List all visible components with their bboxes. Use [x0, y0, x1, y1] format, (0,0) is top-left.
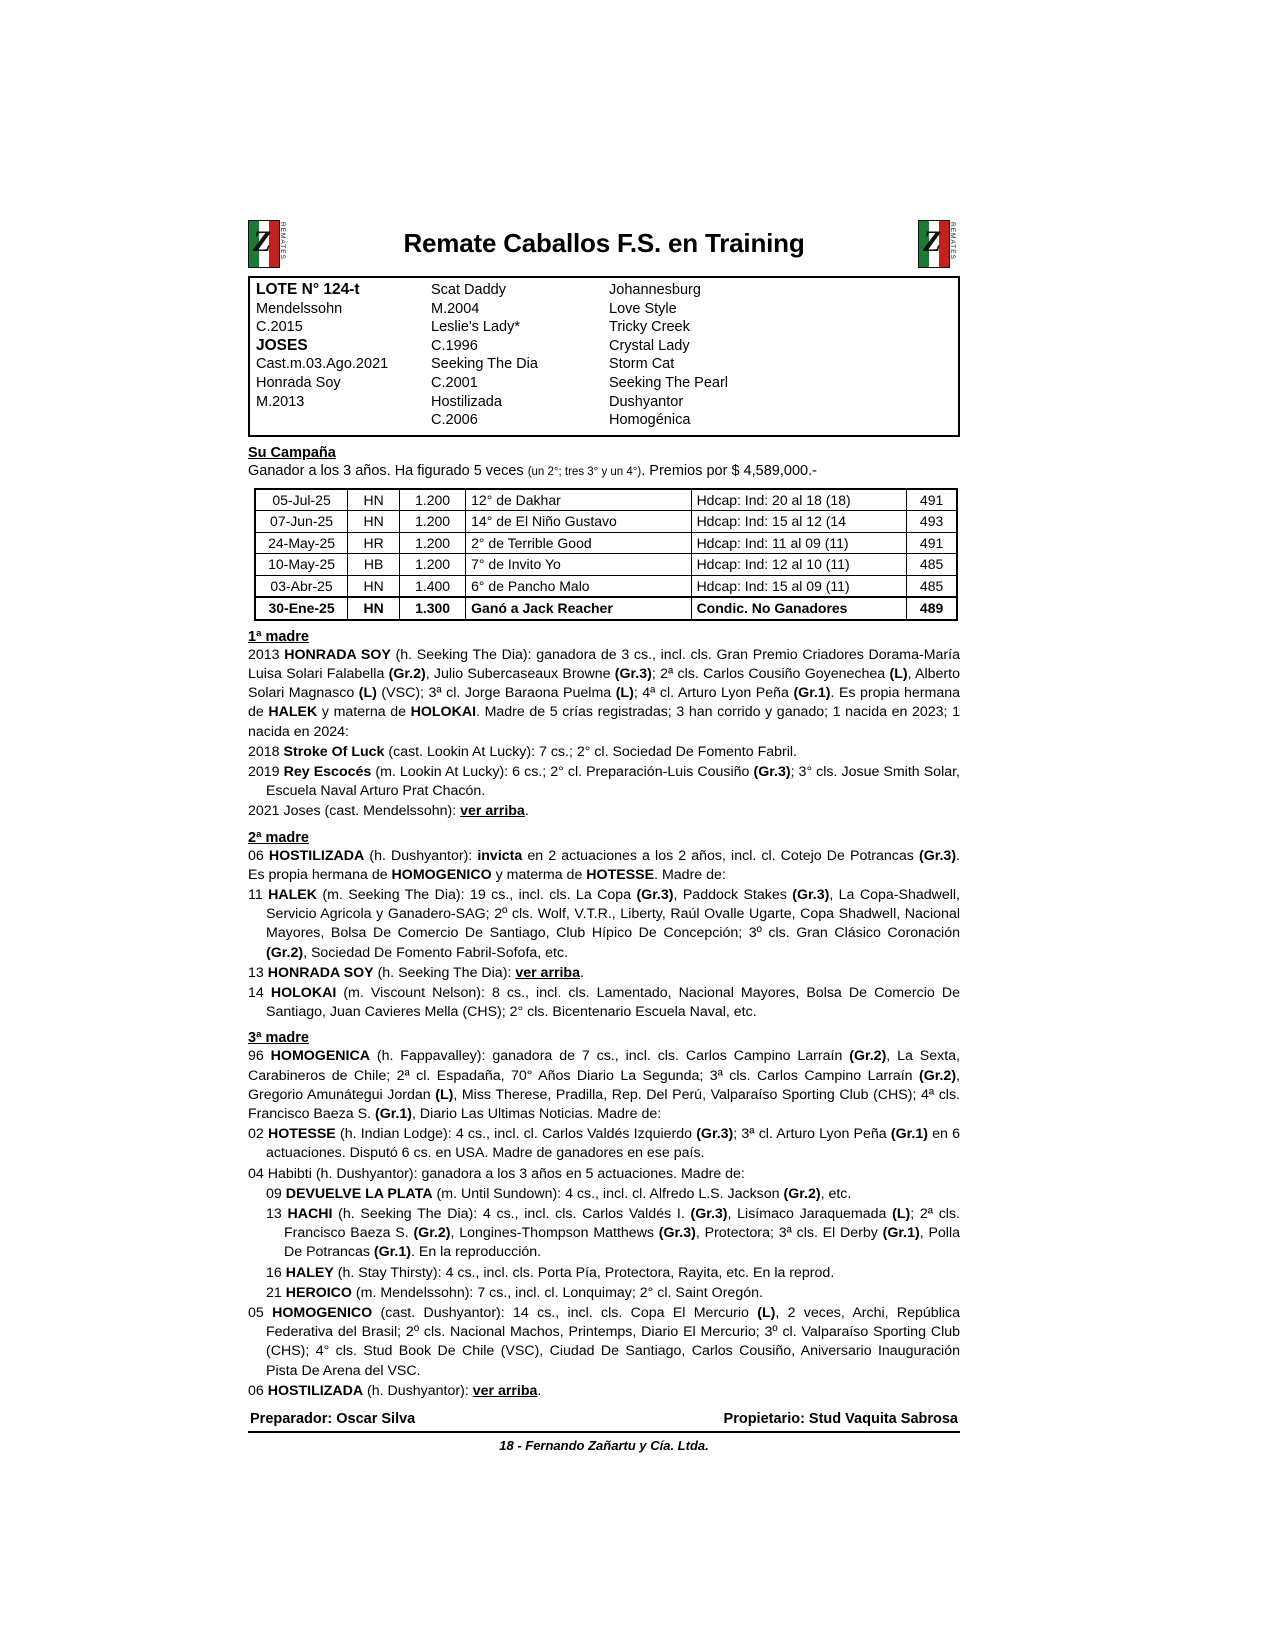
sire-gs-name-1: Scat Daddy [431, 282, 506, 298]
race-result: Ganó a Jack Reacher [466, 597, 691, 619]
race-distance: 1.200 [400, 532, 466, 554]
race-date: 03-Abr-25 [256, 575, 348, 597]
progeny-entry: 02 HOTESSE (h. Indian Lodge): 4 cs., incl. cl. Carlos Valdés Izquierdo (Gr.3); 3ª cl. Arturo Lyon Peña (Gr.1) en 6 actuaciones. Disputó 6 cs. en USA. Madre de ganadores en ese país. [248, 1126, 960, 1162]
race-weight: 493 [907, 511, 956, 533]
race-row [256, 575, 956, 597]
first-dam-paragraph: 2013 HONRADA SOY (h. Seeking The Dia): ganadora de 3 cs., incl. cls. Gran Premio Criadores Dorama-María Luisa Solari Falabella (Gr.2), Julio Subercaseaux Browne (Gr.3); 2ª cls. Carlos Cousiño Goyenechea (L), Alberto Solari Magnasco (L) (VSC); 3ª cl. Jorge Baraona Puelma (L); 4ª cl. Arturo Lyon Peña (Gr.1). Es propia hermana de HALEK y materna de HOLOKAI. Madre de 5 crías registradas; 3 han corrido y ganado; 1 nacida en 2023; 1 nacida en 2024: [248, 646, 960, 740]
progeny-entry: 2019 Rey Escocés (m. Lookin At Lucky): 6 cs.; 2° cl. Preparación-Luis Cousiño (Gr.3); 3° cls. Josue Smith Solar, Escuela Naval Arturo Prat Chacón. [248, 763, 960, 800]
remates-logo-right-icon: Z REMATES [918, 220, 960, 266]
dam-ggs-name-2: Seeking The Pearl [609, 374, 729, 391]
campaign-summary [248, 462, 960, 482]
races-table [256, 490, 956, 619]
lot-number: LOTE N° 124-t [256, 281, 360, 298]
race-weight: 491 [907, 532, 956, 554]
page-title: Remate Caballos F.S. en Training [403, 227, 805, 258]
dam-ggd-name-1: Dushyantor [609, 393, 684, 410]
dam-ggd-name-2: Homogénica [609, 412, 691, 429]
horse-name: JOSES [256, 336, 308, 354]
progeny-entry: 06 HOSTILIZADA (h. Dushyantor): ver arriba. [248, 1382, 542, 1399]
logo-vertical-text: REMATES [279, 222, 286, 260]
race-weight: 489 [907, 597, 956, 619]
logo-vertical-text-right: REMATES [949, 222, 956, 260]
sire-ggd-name-2: Crystal Lady [609, 337, 690, 354]
race-distance: 1.400 [400, 575, 466, 597]
progeny-entry: 13 HONRADA SOY (h. Seeking The Dia): ver arriba. [248, 964, 584, 981]
remates-logo-left-icon: Z REMATES [248, 220, 290, 266]
pedigree-box [248, 276, 960, 437]
campaign-summary-main: Ganador a los 3 años. Ha figurado 5 veces [248, 462, 528, 479]
race-condition: Hdcap: Ind: 11 al 09 (11) [691, 532, 907, 554]
dam-gd-name: Hostilizada [431, 393, 502, 410]
dam-gs-year: C.2001 [431, 374, 478, 391]
third-dam-children [248, 1125, 960, 1401]
race-distance: 1.200 [400, 490, 466, 511]
race-date: 24-May-25 [256, 532, 348, 554]
race-track: HN [348, 490, 400, 511]
footer-row [248, 1411, 960, 1427]
second-dam-children [248, 886, 960, 1022]
catalog-page [248, 220, 960, 1453]
race-result: 12° de Dakhar [466, 490, 691, 511]
progeny-entry: 11 HALEK (m. Seeking The Dia): 19 cs., incl. cls. La Copa (Gr.3), Paddock Stakes (Gr.3), La Copa-Shadwell, Servicio Agricola y Ganadero-SAG; 2º cls. Wolf, V.T.R., Liberty, Raúl Ovalle Ugarte, Copa Shadwell, Nacional Mayores, Bolsa De Comercio De Santiago, Club Hípico De Concepción; 3º cls. Gran Clásico Coronación (Gr.2), Sociedad De Fomento Fabril-Sofofa, etc. [248, 886, 961, 961]
footer-divider [248, 1431, 960, 1433]
sire-ggd-name-1: Tricky Creek [609, 319, 690, 336]
trainer-label: Preparador: Oscar Silva [250, 1411, 416, 1428]
race-condition: Hdcap: Ind: 12 al 10 (11) [691, 554, 907, 576]
race-row [256, 597, 956, 619]
progeny-entry: 13 HACHI (h. Seeking The Dia): 4 cs., incl. cls. Carlos Valdés I. (Gr.3), Lisímaco Jaraquemada (L); 2ª cls. Francisco Baeza S. (Gr.2), Longines-Thompson Matthews (Gr.3), Protectora; 3ª cls. El Derby (Gr.1), Polla De Potrancas (Gr.1). En la reproducción. [266, 1206, 960, 1261]
race-condition: Condic. No Ganadores [691, 597, 907, 619]
sire-ggs-name-1: Johannesburg [609, 282, 701, 298]
progeny-entry: 04 Habibti (h. Dushyantor): ganadora a los 3 años en 5 actuaciones. Madre de: [248, 1165, 745, 1182]
page-header [248, 220, 960, 266]
sire-gd-year: C.1996 [431, 337, 478, 354]
second-dam-title: 2ª madre [248, 829, 309, 846]
progeny-entry: 2018 Stroke Of Luck (cast. Lookin At Lucky): 7 cs.; 2° cl. Sociedad De Fomento Fabril. [248, 743, 797, 760]
owner-label: Propietario: Stud Vaquita Sabrosa [723, 1411, 958, 1428]
progeny-entry: 05 HOMOGENICO (cast. Dushyantor): 14 cs., incl. cls. Copa El Mercurio (L), 2 veces, Archi, República Federativa del Brasil; 2º cls. Nacional Machos, Printemps, Diario El Mercurio; 3º cl. Valparaíso Sporting Club (CHS); 4° cls. Stud Book De Chile (VSC), Ciudad De Santiago, Carlos Cousiño, Aniversario Inauguración Pista De Arena del VSC. [248, 1305, 960, 1379]
race-distance: 1.200 [400, 554, 466, 576]
dam-gd-year: C.2006 [431, 412, 478, 429]
progeny-entry: 21 HEROICO (m. Mendelssohn): 7 cs., incl. cl. Lonquimay; 2° cl. Saint Oregón. [266, 1284, 763, 1301]
race-distance: 1.200 [400, 511, 466, 533]
race-result: 7° de Invito Yo [466, 554, 691, 576]
sire-name: Mendelssohn [256, 300, 343, 317]
race-row [256, 532, 956, 554]
race-weight: 485 [907, 554, 956, 576]
progeny-entry: 2021 Joses (cast. Mendelssohn): ver arriba. [248, 803, 529, 820]
race-date: 05-Jul-25 [256, 490, 348, 511]
progeny-entry: 16 HALEY (h. Stay Thirsty): 4 cs., incl. cls. Porta Pía, Protectora, Rayita, etc. En la reprod. [266, 1264, 835, 1281]
second-dam-paragraph: 06 HOSTILIZADA (h. Dushyantor): invicta en 2 actuaciones a los 2 años, incl. cl. Cotejo De Potrancas (Gr.3). Es propia hermana de HOMOGENICO y materma de HOTESSE. Madre de: [248, 847, 960, 883]
race-condition: Hdcap: Ind: 20 al 18 (18) [691, 490, 907, 511]
race-track: HN [348, 511, 400, 533]
dam-year: M.2013 [256, 393, 305, 410]
campaign-summary-detail: (un 2°; tres 3° y un 4°) [527, 465, 642, 478]
race-distance: 1.300 [400, 597, 466, 619]
third-dam-paragraph: 96 HOMOGENICA (h. Fappavalley): ganadora de 7 cs., incl. cls. Carlos Campino Larraín (Gr.2), La Sexta, Carabineros de Chile; 2ª cl. Espadaña, 70° Años Diario La Segunda; 3ª cls. Carlos Campino Larraín (Gr.2), Gregorio Amunátegui Jordan (L), Miss Therese, Pradilla, Rep. Del Perú, Valparaíso Sporting Club (CHS); 4ª cls. Francisco Baeza S. (Gr.1), Diario Las Ultimas Noticias. Madre de: [248, 1048, 961, 1123]
sire-gs-year-1: M.2004 [431, 300, 480, 317]
race-condition: Hdcap: Ind: 15 al 09 (11) [691, 575, 907, 597]
progeny-entry: 14 HOLOKAI (m. Viscount Nelson): 8 cs., incl. cls. Lamentado, Nacional Mayores, Bolsa De Comercio De Santiago, Juan Cavieres Mella (CHS); 2° cls. Bicentenario Escuela Naval, etc. [248, 985, 960, 1021]
sire-gd-name: Leslie's Lady* [431, 319, 521, 336]
race-date: 07-Jun-25 [256, 511, 348, 533]
first-dam-children [248, 743, 960, 822]
race-result: 6° de Pancho Malo [466, 575, 691, 597]
race-row [256, 554, 956, 576]
race-track: HN [348, 597, 400, 619]
race-weight: 485 [907, 575, 956, 597]
race-date: 10-May-25 [256, 554, 348, 576]
race-weight: 491 [907, 490, 956, 511]
race-track: HN [348, 575, 400, 597]
race-condition: Hdcap: Ind: 15 al 12 (14 [691, 511, 907, 533]
progeny-entry: 09 DEVUELVE LA PLATA (m. Until Sundown): 4 cs., incl. cl. Alfredo L.S. Jackson (Gr.2), etc. [266, 1185, 852, 1202]
dam-name: Honrada Soy [256, 374, 341, 391]
race-result: 2° de Terrible Good [466, 532, 691, 554]
races-table-wrapper [254, 488, 958, 621]
page-footer-note: 18 - Fernando Zañartu y Cía. Ltda. [499, 1438, 709, 1454]
sire-year: C.2015 [256, 319, 303, 336]
race-row [256, 511, 956, 533]
race-date: 30-Ene-25 [256, 597, 348, 619]
sire-ggs-name-2: Love Style [609, 300, 677, 317]
horse-details: Cast.m.03.Ago.2021 [256, 356, 389, 373]
third-dam-title: 3ª madre [248, 1030, 309, 1047]
race-track: HR [348, 532, 400, 554]
race-result: 14° de El Niño Gustavo [466, 511, 691, 533]
race-row [256, 490, 956, 511]
campaign-summary-end: . Premios por $ 4,589,000.- [641, 462, 817, 479]
first-dam-title: 1ª madre [248, 628, 309, 645]
campaign-title: Su Campaña [248, 444, 336, 461]
dam-ggs-name-1: Storm Cat [609, 356, 675, 373]
race-track: HB [348, 554, 400, 576]
dam-gs-name: Seeking The Dia [431, 356, 538, 373]
